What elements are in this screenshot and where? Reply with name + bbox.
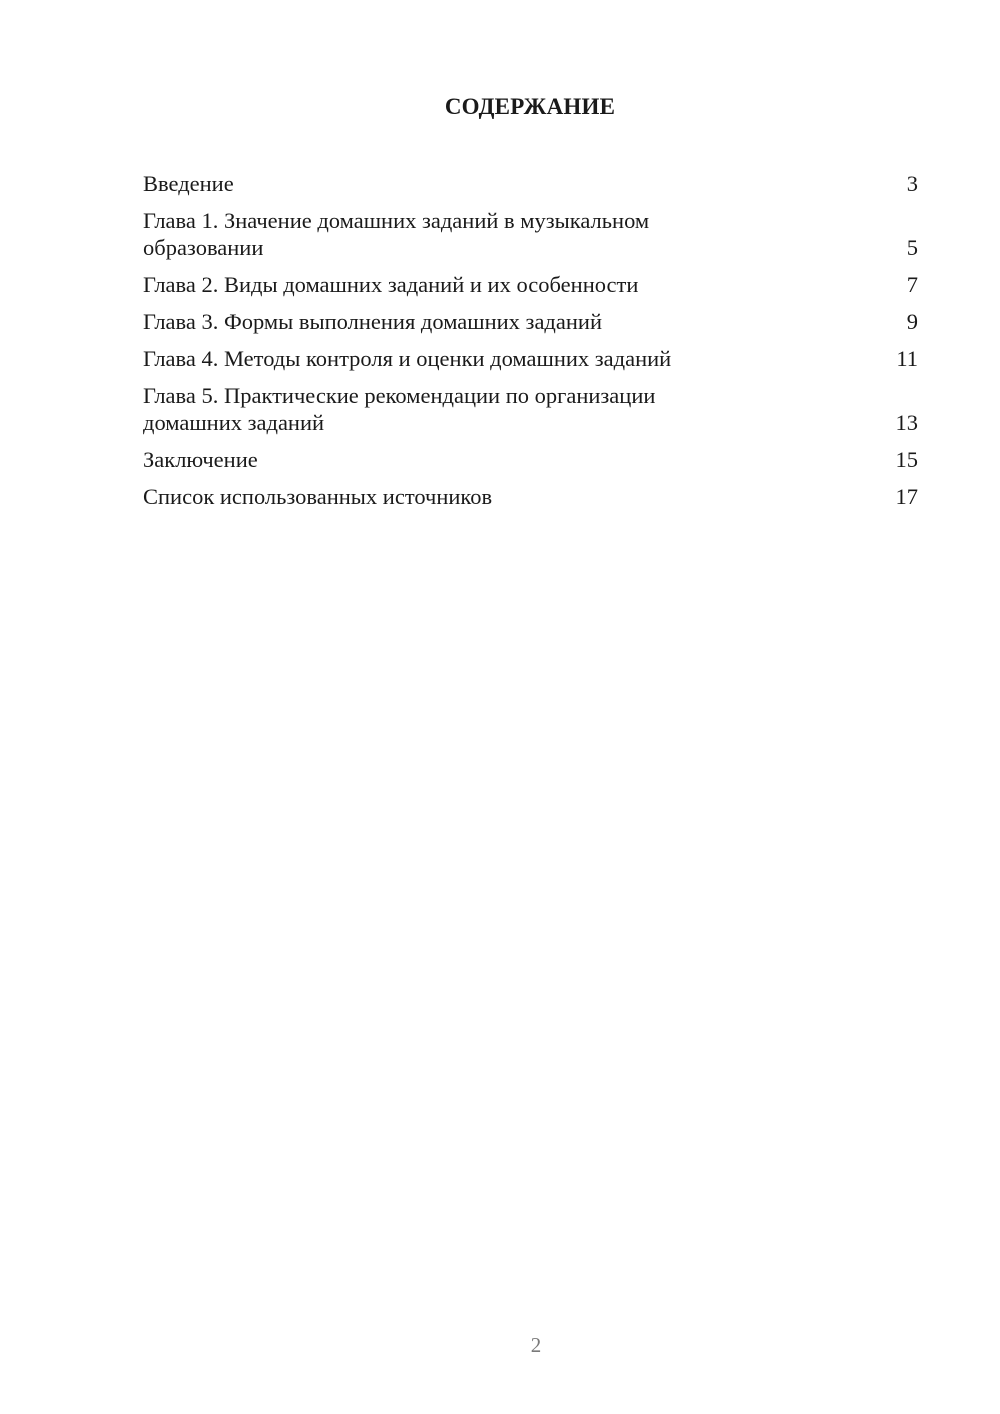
toc-entry-text: Заключение — [143, 447, 258, 472]
toc-entry-chapter-3 — [143, 308, 918, 335]
toc-entry-chapter-5 — [143, 382, 918, 436]
toc-entry-page: 5 — [906, 235, 918, 260]
toc-entry-text: Глава 1. Значение домашних заданий в музыкальном образовании — [143, 208, 650, 260]
toc-entry-page: 11 — [896, 346, 918, 371]
toc-entry-introduction — [143, 170, 918, 197]
toc-entry-page: 17 — [895, 484, 918, 509]
toc-entry-page: 3 — [906, 171, 918, 196]
toc-entry-text: Глава 2. Виды домашних заданий и их особенности — [143, 272, 639, 297]
toc-entry-references — [143, 483, 918, 510]
toc-entry-text: Глава 4. Методы контроля и оценки домашних заданий — [143, 346, 672, 371]
toc-entry-text: Введение — [143, 171, 234, 196]
toc-entry-text: Глава 3. Формы выполнения домашних заданий — [143, 309, 602, 334]
toc-entry-page: 15 — [895, 447, 918, 472]
toc-entry-chapter-2 — [143, 271, 918, 298]
table-of-contents — [143, 170, 918, 520]
toc-title: СОДЕРЖАНИЕ — [444, 94, 616, 119]
toc-entry-chapter-1 — [143, 207, 918, 261]
page-number: 2 — [530, 1333, 542, 1357]
toc-entry-page: 13 — [895, 410, 918, 435]
toc-entry-page: 9 — [906, 309, 918, 334]
toc-entry-text: Список использованных источников — [143, 484, 493, 509]
toc-entry-chapter-4 — [143, 345, 918, 372]
toc-entry-page: 7 — [906, 272, 918, 297]
toc-entry-conclusion — [143, 446, 918, 473]
toc-entry-text: Глава 5. Практические рекомендации по организации домашних заданий — [143, 383, 656, 435]
